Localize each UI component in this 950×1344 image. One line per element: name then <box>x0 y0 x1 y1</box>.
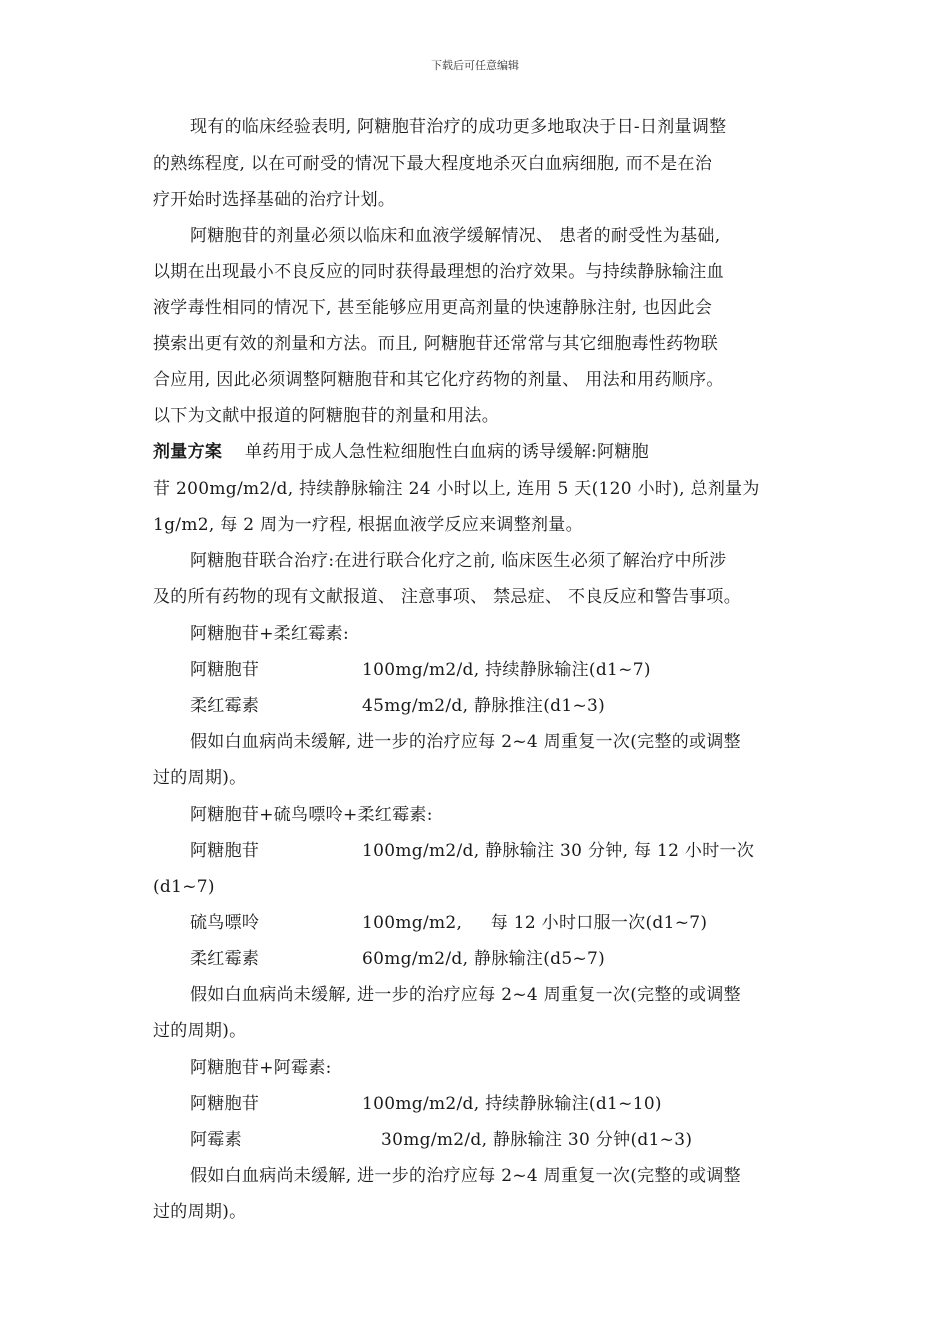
drug-name: 硫鸟嘌呤 <box>190 913 260 933</box>
paragraph-line: 疗开始时选择基础的治疗计划。 <box>153 190 396 210</box>
regimen-row <box>190 656 651 684</box>
dose-scheme-text: 单药用于成人急性粒细胞性白血病的诱导缓解:阿糖胞 <box>245 442 649 462</box>
paragraph-line: (d1~7) <box>153 877 215 897</box>
paragraph-line: 假如白血病尚未缓解, 进一步的治疗应每 2~4 周重复一次(完整的或调整 <box>190 732 741 752</box>
paragraph-line: 及的所有药物的现有文献报道、 注意事项、 禁忌症、 不良反应和警告事项。 <box>153 587 742 607</box>
drug-name: 阿霉素 <box>190 1130 242 1150</box>
regimen-row <box>190 945 606 973</box>
page-header: 下载后可任意编辑 <box>431 59 519 72</box>
drug-dose: 100mg/m2/d, 持续静脉输注(d1~10) <box>362 1094 662 1114</box>
regimen-row <box>190 1126 693 1154</box>
regimen-row <box>190 909 708 937</box>
paragraph-line: 现有的临床经验表明, 阿糖胞苷治疗的成功更多地取决于日-日剂量调整 <box>190 117 727 137</box>
regimen-row <box>190 1090 662 1118</box>
regimen-heading: 阿糖胞苷+阿霉素: <box>190 1058 332 1078</box>
paragraph-line: 以期在出现最小不良反应的同时获得最理想的治疗效果。与持续静脉输注血 <box>153 262 724 282</box>
paragraph-line: 合应用, 因此必须调整阿糖胞苷和其它化疗药物的剂量、 用法和用药顺序。 <box>153 370 724 390</box>
paragraph-line: 阿糖胞苷联合治疗:在进行联合化疗之前, 临床医生必须了解治疗中所涉 <box>190 551 727 571</box>
regimen-heading: 阿糖胞苷+硫鸟嘌呤+柔红霉素: <box>190 805 433 825</box>
regimen-row <box>190 692 606 720</box>
paragraph-line: 阿糖胞苷的剂量必须以临床和血液学缓解情况、 患者的耐受性为基础, <box>190 226 721 246</box>
regimen-heading: 阿糖胞苷+柔红霉素: <box>190 624 349 644</box>
paragraph-line: 的熟练程度, 以在可耐受的情况下最大程度地杀灭白血病细胞, 而不是在治 <box>153 154 713 174</box>
paragraph-line: 摸索出更有效的剂量和方法。而且, 阿糖胞苷还常常与其它细胞毒性药物联 <box>153 334 719 354</box>
paragraph-line: 过的周期)。 <box>153 768 247 788</box>
dose-scheme-label: 剂量方案 <box>153 442 223 462</box>
drug-name: 阿糖胞苷 <box>190 660 260 680</box>
drug-dose: 100mg/m2, 每 12 小时口服一次(d1~7) <box>362 913 708 933</box>
paragraph-line: 假如白血病尚未缓解, 进一步的治疗应每 2~4 周重复一次(完整的或调整 <box>190 1166 741 1186</box>
drug-dose: 60mg/m2/d, 静脉输注(d5~7) <box>362 949 606 969</box>
paragraph-line: 以下为文献中报道的阿糖胞苷的剂量和用法。 <box>153 406 499 426</box>
drug-name: 阿糖胞苷 <box>190 1094 260 1114</box>
drug-name: 柔红霉素 <box>190 949 260 969</box>
paragraph-line: 过的周期)。 <box>153 1021 247 1041</box>
drug-name: 柔红霉素 <box>190 696 260 716</box>
paragraph-line: 苷 200mg/m2/d, 持续静脉输注 24 小时以上, 连用 5 天(120 小时), 总剂量为 <box>153 479 760 499</box>
dose-scheme-line <box>153 438 649 466</box>
paragraph-line: 假如白血病尚未缓解, 进一步的治疗应每 2~4 周重复一次(完整的或调整 <box>190 985 741 1005</box>
drug-name: 阿糖胞苷 <box>190 841 260 861</box>
drug-dose: 30mg/m2/d, 静脉输注 30 分钟(d1~3) <box>381 1130 693 1150</box>
drug-dose: 100mg/m2/d, 静脉输注 30 分钟, 每 12 小时一次 <box>362 841 755 861</box>
regimen-row <box>190 837 755 865</box>
drug-dose: 45mg/m2/d, 静脉推注(d1~3) <box>362 696 606 716</box>
paragraph-line: 1g/m2, 每 2 周为一疗程, 根据血液学反应来调整剂量。 <box>153 515 583 535</box>
paragraph-line: 过的周期)。 <box>153 1202 247 1222</box>
paragraph-line: 液学毒性相同的情况下, 甚至能够应用更高剂量的快速静脉注射, 也因此会 <box>153 298 713 318</box>
drug-dose: 100mg/m2/d, 持续静脉输注(d1~7) <box>362 660 651 680</box>
